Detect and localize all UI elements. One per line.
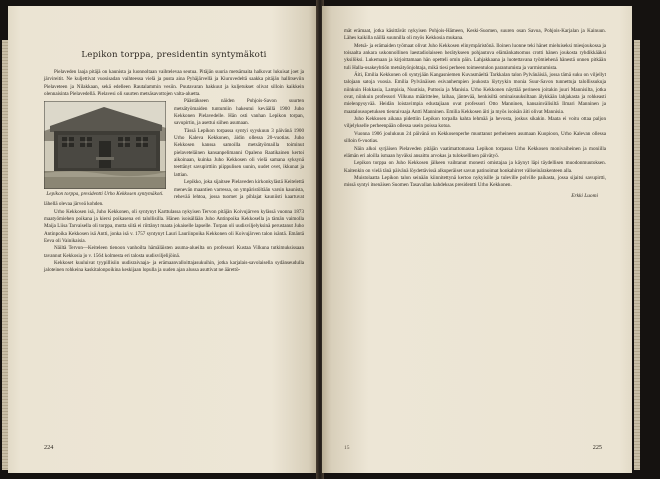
paragraph: Metsä- ja erämaiden työmaat olivat Juho Kekkosen elinympäristönä. Iloinen luonne teki hänet mieluiseksi miesjoukossa ja toisaalta ankara uskonnollinen laestadiolaiseen herätykseen pohjautuva elämänkatsomus crotti hänen joukosta ryhdikkääksi yksilöksi. Lukemaan ja kirjoittamaan hän opetteli omin päin. Lahjakkaana ja luotettavana työmiehenä hänestä onnen pitkään tuli Halla-osakeyhtiön metsätyönjohtaja, mikä tiesi perheen toimeentulon parantumista ja varmistumista. [344,42,606,71]
paragraph: Muistolaatta Lepikon talon seinään kiinnitettynä kertoo nykyisille ja tuleville polville paikasta, jossa sijaitsi savupirtti, missä syntyi itsenäisen Suomen Tasavallan kahdeksas presidentti Urho Kekkonen. [344,174,606,189]
signature-mark: 15 [344,445,350,451]
paragraph: Näin alkoi syrjäisen Pielaveden pitäjän vaatimattomassa Lepikon torpassa Urho Kekkosen monivaiheinen ja moniilla elämän eri aloilla ismaan hyväksi ansaittu arvokas ja tuloksellinen päivätyö. [344,145,606,159]
page-number-right: 225 [592,444,602,451]
right-page [322,6,632,473]
page-number-left: 224 [44,444,54,451]
left-text [44,69,304,275]
paragraph: Äiti, Emilia Kekkonen oli syntyjään Kangasniemen Kuvasmäeltä Tarkkalan talon Pylvänäisiä, jossa tämä suku on viljellyt talojaan satoja vuosia. Emilia Pylvänäisen esivanhempien joukosta löytyykin monia Suur-Savon tunnettuja talollissukuja niinkuin Hokkasia, Lampisia, Nuutisia, Puttosia ja Manisia. Urho Kekkonen näyttää perineen joitakin juuri Mannisilta, jotka ovat, niinkuin professori Vilkuna määrittelee, laihaa, jäntevää, henkisiltä ominaisuuksiltaan älykkään lahjakasta ja rohkeasti mielenpysyvää. Heidän loistavimpia edustajiaan ovat professori Otto Manninen, kansainvälisiltä Ilmari Manninen ja maatalousopetuksen tienraivaaja Antti Manninen. Emilia Kekkosen äiti ja myös isoisän äiti olivat Mannisia. [344,72,606,115]
right-text [344,28,606,200]
paragraph: Urho Kekkosen isä, Juho Kekkonen, oli syntynyt Karttulassa nykyisen Tervon pitäjän Koivujärven kylässä vuonna 1873 maatyömiehen poikana ja kiersi poikasena eri talollisilla. Hänen isoisällään Juho Antinpoika Kekkosella ja tämän vaimolla Maija Liisa Tarvaisella oli torppa, mutta siitä ei riittänyt maata jokaiselle lapselle. Torpan oli uudisviljelyksinä perustanut Juho Antinpoika Kekkosen isä Antti, jonka isä v. 1757 syntynyt Lauri Lauriinpoika Kekkonen oli Koivujärven talon isäntä. Emäntä Eeva oli Vainikaisia. [44,208,304,244]
left-page [8,6,318,473]
paragraph: Näiltä Tervon—Keiteleen tienoon vanhoilta hämäläisten asuma-alueilta on professori Kustaa Vilkuna tutkimuksissaan tavannut Kekkosia jo v. 1564 kolmesta eri talosta uudisviljelijöinä. [44,245,304,259]
house-photo [44,101,166,189]
photo-figure [44,101,166,198]
paragraph: Kekkoset kuuluivat tyypillisiin uudisraivaaja- ja erämaanvalloittajasukuihin, jotka karjalais-savolaisella sydänseudulla jaloteinen rohkeina kaskitalonpoikina keskijaan lopulla ja uuden ajan alussa asuttivat ne äärettö- [44,259,304,274]
paragraph: Lepikon torppa on Juho Kekkosen jälkeen vaihtanut monesti omistajaa ja käynyt läpi täydellisen muodonmuutoksen. Kaitenkin on vielä tänä päivänä löydettävissä alkuperäiset savun patinoimat honkahirret väliseinärakenteen alla. [344,160,606,174]
paragraph: Juho Kekkosen aikana pidettiin Lepikon torpalla kahta lehmää ja hevosta, joskus sikakin. Maata ei voitu ottaa paljon viljelykselle perheenpään ollessa usein poissa kotoa. [344,116,606,130]
photo-caption: Lepikon torppa, presidentti Urho Kekkosen syntymäkoti. [46,191,164,198]
article-title: Lepikon torppa, presidentin syntymäkoti [81,50,267,60]
paragraph: mät erämaat, jotka käsittävät nykyisen Pohjois-Hämeen, Keski-Suomen, suuren osan Savoa, Pohjois-Karjalan ja Kainuun. Lähes kaikilla näillä suunnilla oli myös Kekkosia mukana. [344,28,606,42]
paragraph: Lepikko, joka sijaitsee Pielaveden kirkonkylästä Keitelettä menevän maantien varressa, on ympäristöltään varsin kaunista, rehevää lehtoa, jossa tuomet ja pihlajat kauniisti kaartuvat lähellä olevaa järveä kohden. [44,179,304,208]
page-edges-right [634,40,640,470]
paragraph: Pielaveden laaja pitäjä on kaunista ja luonnoltaan vaihtelevaa seutua. Pitäjän suuria metsämaita halkovat lukuisat joet ja järvireitit. Ne kuljettivat vuosisadan vaihteessa vielä ja pusta aina Pyhäjärvellä ja Kiuruvedeltä saakka pitäjän hallitseviin Pielaveteen ja Nilakkaan, sekä edelleen Rautalammin vesiin. Puutavaran hakkuut ja kuljetukset olivat silloin kaikkein olennaisinta Pielavedellä. Pielavesi oli suurten metsäsavottojen valta-aluetta. [44,69,304,98]
author-signature: Erkki Luomi [571,192,598,199]
paragraph: Vuonna 1906 joulukuun 24 päivänä on Kekkosenperhe muuttanut perheineen asumaan Kuopioon, Urho Kalevan ollessa silloin 6-vuotias. [344,130,606,145]
paragraph: Päästäkseen näiden Pohjois-Savon suurten metsätyömaiden tuntumiin hakeutui keväällä 1900 Juho Kekkonen Pielavedelle. Hän osti vanhan Lepikon torpan, savupirtin, ja asettui siihen asumaan. [174,98,304,127]
paragraph: Tässä Lepikon torpassa syntyi syyskuun 3 päivänä 1900 Urho Kaleva Kekkonen, äidin ollessa 20-vuotias. Juho Kekkosen kanssa samoilla metsätyömailla toiminut pielaveteläinen kansanpelimanni Opaleno Raatikainen kertoi aikoinaan, kuinka Juho Kekkosen oli vielä samana syksynä teettänyt savupirttiin piippulisen uunin, uudet ovet, ikkunat ja lattian. [174,127,304,178]
